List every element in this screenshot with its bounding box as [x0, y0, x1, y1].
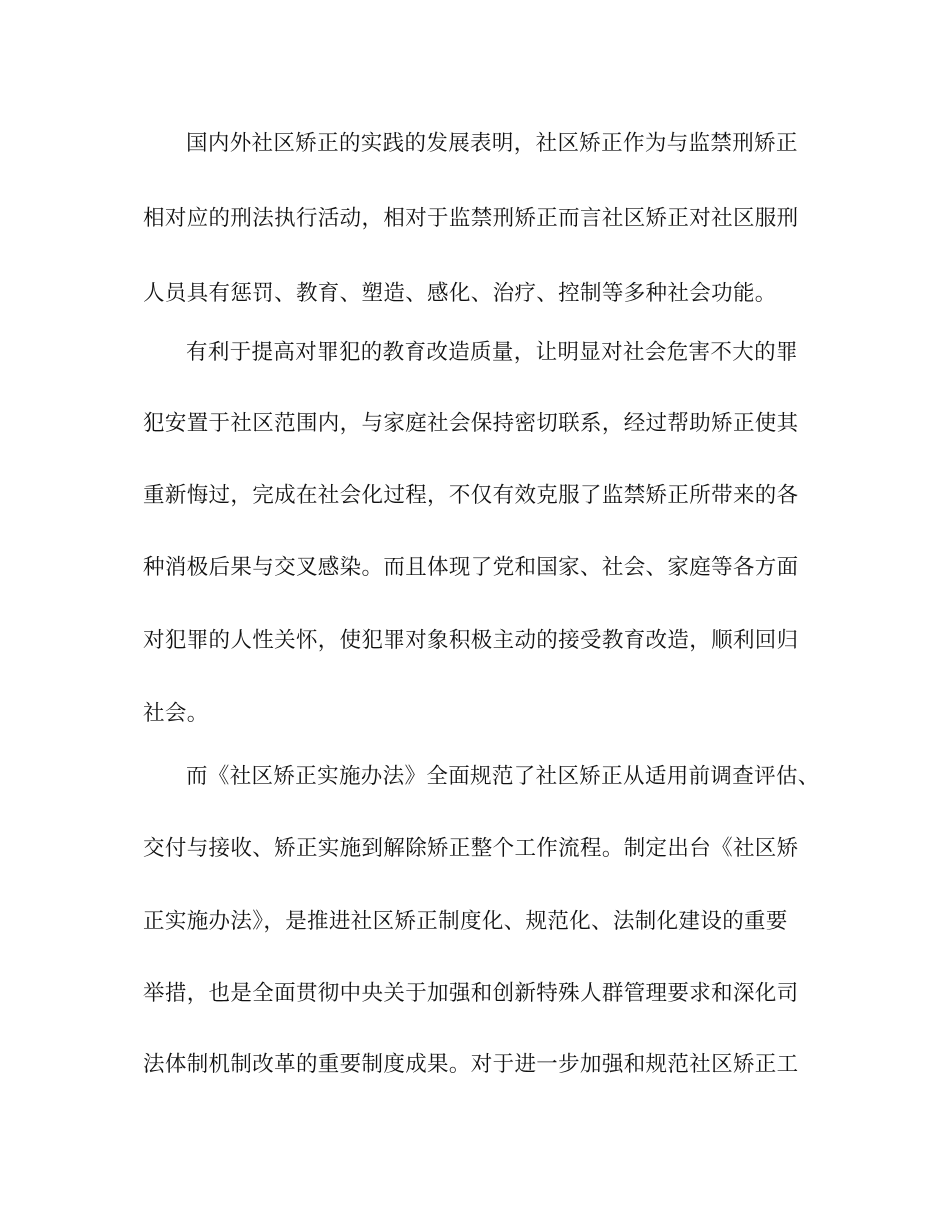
text-line: 正实施办法》，是推进社区矫正制度化、规范化、法制化建设的重要	[143, 909, 788, 934]
text-line: 重新悔过，完成在社会化过程，不仅有效克服了监禁矫正所带来的各	[143, 483, 799, 508]
text-line: 种消极后果与交叉感染。而且体现了党和国家、社会、家庭等各方面	[143, 555, 799, 580]
text-line: 交付与接收、矫正实施到解除矫正整个工作流程。制定出台《社区矫	[143, 836, 799, 861]
text-line: 对犯罪的人性关怀，使犯罪对象积极主动的接受教育改造，顺利回归	[143, 628, 799, 653]
text-line: 犯安置于社区范围内，与家庭社会保持密切联系，经过帮助矫正使其	[143, 411, 799, 436]
text-line: 社会。	[143, 701, 209, 726]
text-line: 有利于提高对罪犯的教育改造质量，让明显对社会危害不大的罪	[186, 340, 798, 365]
text-line: 法体制机制改革的重要制度成果。对于进一步加强和规范社区矫正工	[143, 1052, 799, 1077]
text-line: 举措，也是全面贯彻中央关于加强和创新特殊人群管理要求和深化司	[143, 981, 799, 1006]
text-line: 人员具有惩罚、教育、塑造、感化、治疗、控制等多种社会功能。	[143, 281, 777, 306]
text-line: 相对应的刑法执行活动，相对于监禁刑矫正而言社区矫正对社区服刑	[143, 206, 799, 231]
text-line: 国内外社区矫正的实践的发展表明，社区矫正作为与监禁刑矫正	[186, 131, 798, 156]
text-line: 而《社区矫正实施办法》全面规范了社区矫正从适用前调查评估、	[186, 764, 820, 789]
